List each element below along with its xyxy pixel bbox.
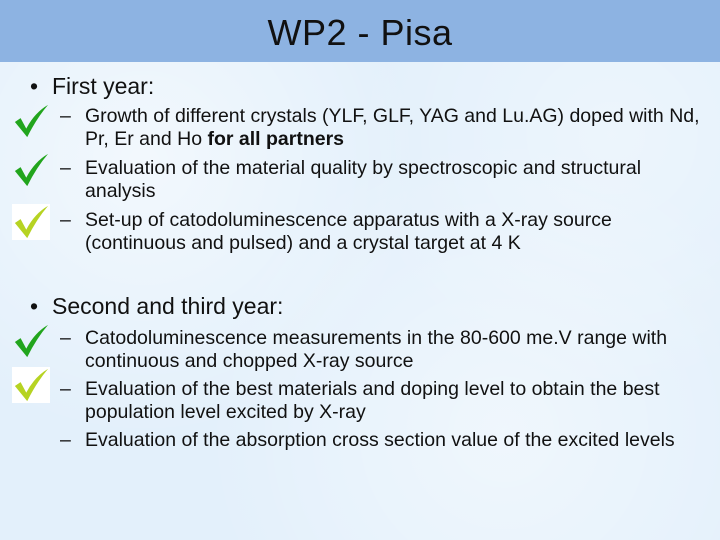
list-item (60, 209, 700, 255)
slide-title: WP2 - Pisa (267, 12, 453, 53)
list-item-label: Catodoluminescence measurements in the 80-600 me.V range with continuous and chopped X-ray source (85, 327, 668, 372)
list-item (60, 429, 700, 452)
checkmark-icon (12, 204, 50, 240)
checkmark-icon (12, 367, 50, 403)
list-item (60, 105, 700, 151)
list-item-bold: for all partners (207, 128, 345, 150)
list-item-label: Growth of different crystals (YLF, GLF, YAG and Lu.AG) doped with Nd, Pr, Er and Ho (85, 105, 700, 150)
list-item-label: Evaluation of the best materials and doping level to obtain the best population level excited by X-ray (85, 378, 660, 423)
section-heading-first-year (30, 73, 154, 100)
dash: – (60, 157, 71, 179)
checkmark-icon (12, 323, 50, 359)
bullet: • (30, 293, 39, 319)
list-item-text (85, 105, 700, 151)
section-heading-label: Second and third year: (52, 293, 284, 319)
list-item-label: Evaluation of the material quality by spectroscopic and structural analysis (85, 157, 642, 202)
checkmark-icon (12, 103, 50, 139)
dash: – (60, 209, 71, 231)
dash: – (60, 429, 71, 451)
dash: – (60, 327, 71, 349)
dash: – (60, 378, 71, 400)
list-item (60, 327, 700, 373)
bullet: • (30, 73, 39, 99)
dash: – (60, 105, 71, 127)
section-heading-label: First year: (52, 73, 155, 99)
checkmark-icon (12, 152, 50, 188)
list-item (60, 378, 700, 424)
list-item-label: Evaluation of the absorption cross section value of the excited levels (85, 429, 675, 451)
section-heading-second-third-year (30, 293, 283, 320)
list-item-label: Set-up of catodoluminescence apparatus with a X-ray source (continuous and pulsed) and a crystal target at 4 K (85, 209, 612, 254)
list-item (60, 157, 700, 203)
